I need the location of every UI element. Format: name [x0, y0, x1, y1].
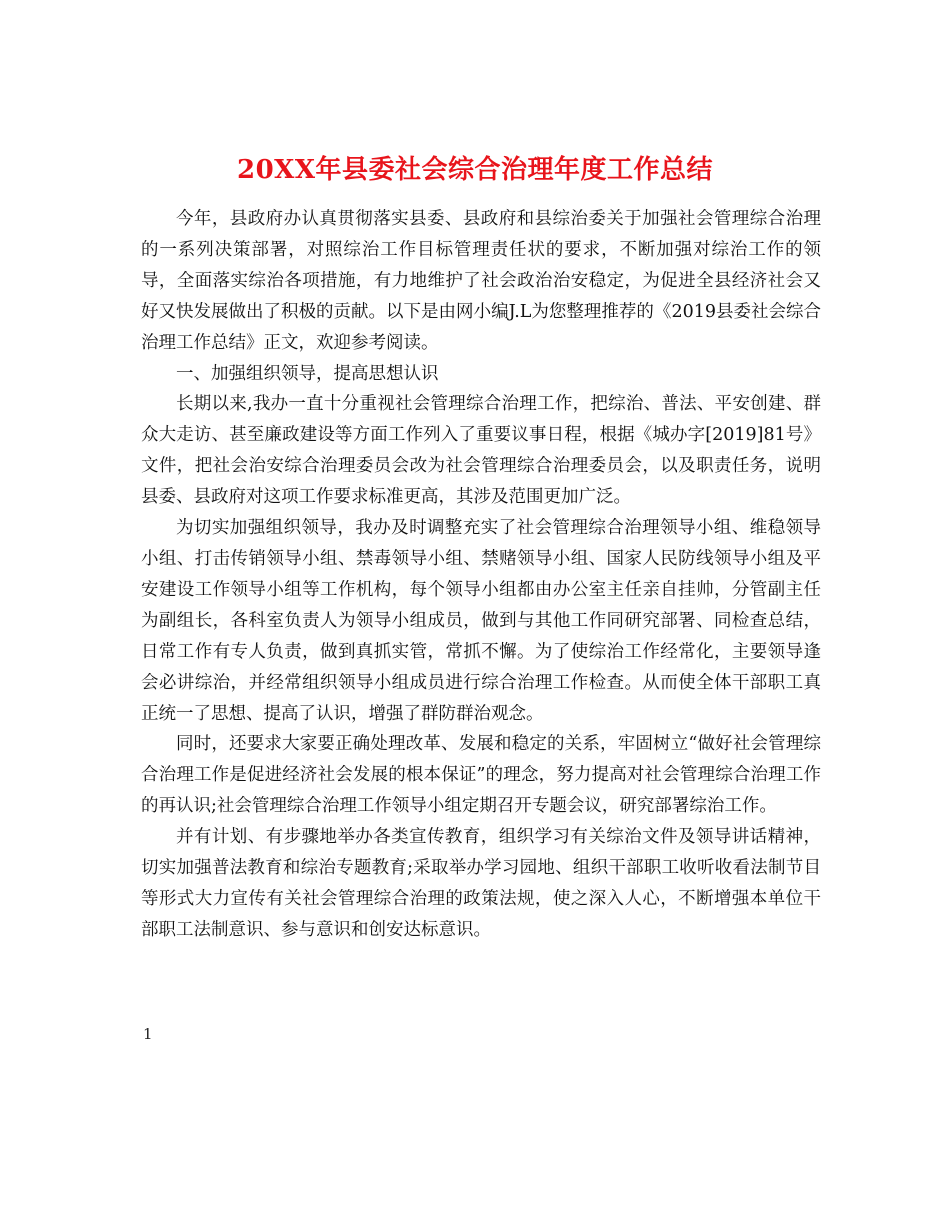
paragraph: 并有计划、有步骤地举办各类宣传教育，组织学习有关综治文件及领导讲话精神，切实加强普法教育和综治专题教育;采取举办学习园地、组织干部职工收听收看法制节目等形式大力宣传有关社会管理综合治理的政策法规，使之深入人心，不断增强本单位干部职工法制意识、参与意识和创安达标意识。 — [141, 827, 821, 940]
section-heading: 一、加强组织领导，提高思想认识 — [176, 363, 439, 384]
document-title: 20XX年县委社会综合治理年度工作总结 — [236, 155, 714, 186]
paragraph: 长期以来,我办一直十分重视社会管理综合治理工作，把综治、普法、平安创建、群众大走访、甚至廉政建设等方面工作列入了重要议事日程，根据《城办字[2019]81号》文件，把社会治安综合治理委员会改为社会管理综合治理委员会，以及职责任务，说明县委、县政府对这项工作要求标准更高，其涉及范围更加广泛。 — [141, 394, 821, 508]
paragraph: 同时，还要求大家要正确处理改革、发展和稳定的关系，牢固树立“做好社会管理综合治理工作是促进经济社会发展的根本保证”的理念，努力提高对社会管理综合治理工作的再认识;社会管理综合治理工作领导小组定期召开专题会议，研究部署综治工作。 — [141, 734, 821, 817]
page-number: 1 — [143, 1025, 153, 1043]
document-body — [141, 204, 821, 946]
paragraph: 为切实加强组织领导，我办及时调整充实了社会管理综合治理领导小组、维稳领导小组、打击传销领导小组、禁毒领导小组、禁赌领导小组、国家人民防线领导小组及平安建设工作领导小组等工作机构，每个领导小组都由办公室主任亲自挂帅，分管副主任为副组长，各科室负责人为领导小组成员，做到与其他工作同研究部署、同检查总结，日常工作有专人负责，做到真抓实管，常抓不懈。为了使综治工作经常化，主要领导逢会必讲综治，并经常组织领导小组成员进行综合治理工作检查。从而使全体干部职工真正统一了思想、提高了认识，增强了群防群治观念。 — [141, 518, 821, 724]
paragraph-intro: 今年，县政府办认真贯彻落实县委、县政府和县综治委关于加强社会管理综合治理的一系列决策部署，对照综治工作目标管理责任状的要求，不断加强对综治工作的领导，全面落实综治各项措施，有力地维护了社会政治治安稳定，为促进全县经济社会又好又快发展做出了积极的贡献。以下是由网小编J.L为您整理推荐的《2019县委社会综合治理工作总结》正文，欢迎参考阅读。 — [141, 209, 821, 353]
